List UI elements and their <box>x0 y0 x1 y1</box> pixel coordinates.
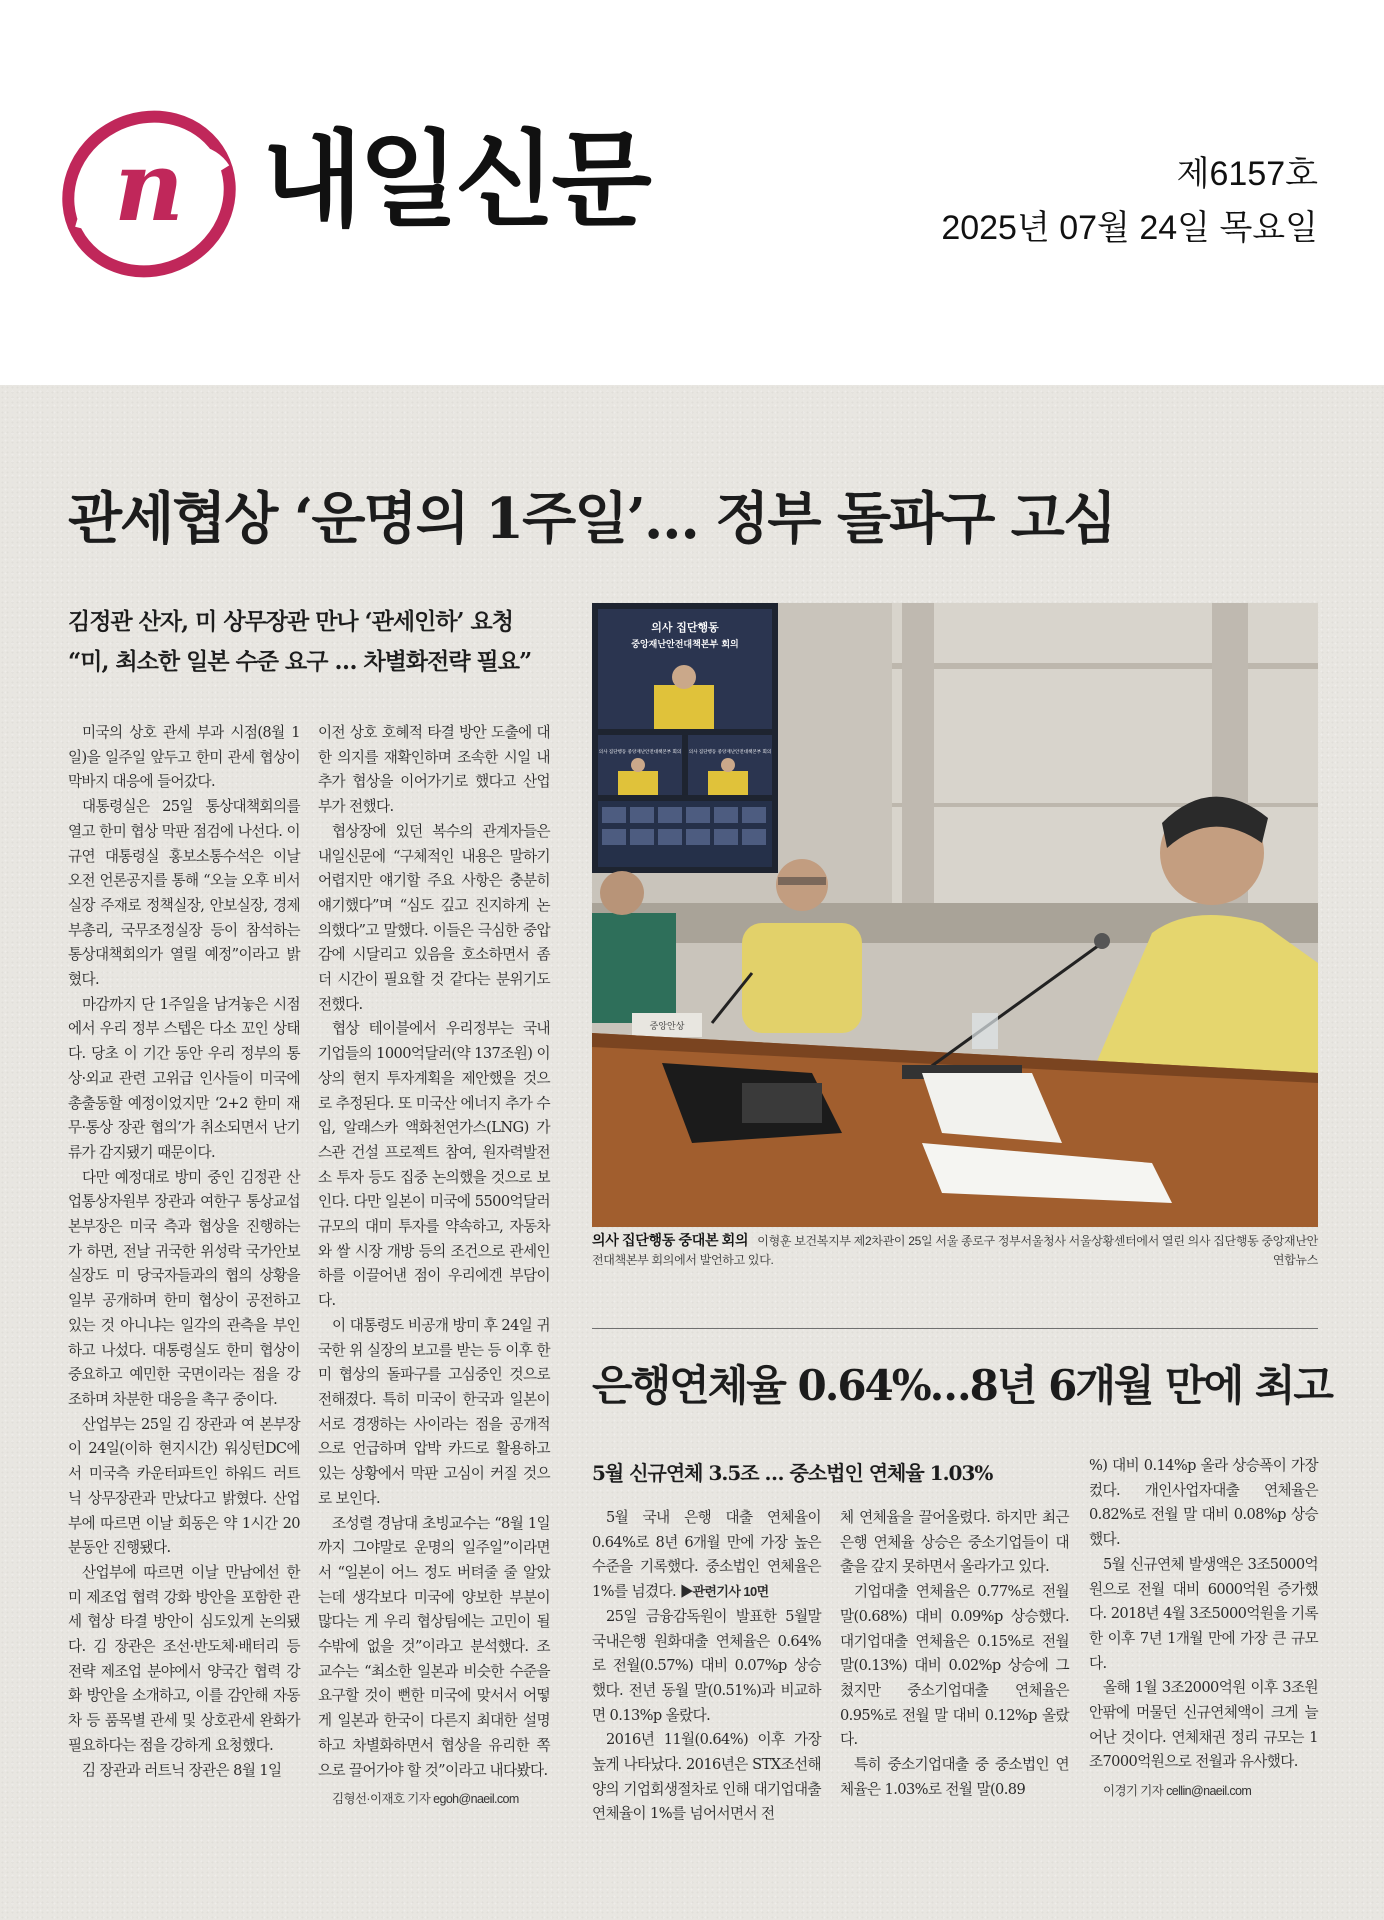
screen-title-1: 의사 집단행동 <box>651 621 719 634</box>
paragraph: 협상장에 있던 복수의 관계자들은 내일신문에 “구체적인 내용은 말하기 어렵지만 얘기할 주요 사항은 충분히 얘기했다”며 “심도 깊고 진지하게 논의했다”고 말했다. 이들은 극심한 중압감에 시달리고 있음을 호소하면서 좀더 시간이 필요할 것 같다는 분위기도 전했다. <box>318 822 550 1013</box>
screen-panel-label-a: 의사 집단행동 중앙재난안전대책본부 회의 <box>598 750 682 755</box>
related-article-link[interactable]: ▶관련기사 10면 <box>680 1584 769 1600</box>
bank-byline: 이경기 기자 cellin@naeil.com <box>1103 1784 1252 1799</box>
newspaper-name: 내일신문 <box>262 119 648 241</box>
paragraph: 특히 중소기업대출 중 중소법인 연체율은 1.03%로 전월 말(0.89 <box>840 1756 1069 1798</box>
paragraph: 체 연체율을 끌어올렸다. 하지만 최근 은행 연체율 상승은 중소기업들이 대출을 갚지 못하면서 올라가고 있다. <box>840 1509 1069 1576</box>
logo-mark-letter: n <box>114 130 184 243</box>
paragraph: 마감까지 단 1주일을 남겨놓은 시점에서 우리 정부 스텝은 다소 꼬인 상태다. 당초 이 기간 동안 우리 정부의 통상·외교 관련 고위급 인사들이 미국에 총출동할 예정이었지만 ‘2+2 한미 재무·통상 장관 협의’가 취소되면서 난기류가 감지됐기 때문이다. <box>68 995 300 1161</box>
paragraph: 25일 금융감독원이 발표한 5월말 국내은행 원화대출 연체율은 0.64%로 전월(0.57%) 대비 0.07%p 상승했다. 전년 동월 말(0.51%)과 비교하면 0.13%p 올랐다. <box>592 1607 821 1724</box>
main-article-column-1 <box>68 721 300 1783</box>
screen-panel-label-b: 의사 집단행동 중앙재난안전대책본부 회의 <box>688 750 772 755</box>
screen-title-2: 중앙재난안전대책본부 회의 <box>631 640 739 650</box>
paragraph: 미국의 상호 관세 부과 시점(8월 1일)을 일주일 앞두고 한미 관세 협상이 막바지 대응에 들어갔다. <box>68 724 300 791</box>
masthead <box>0 0 1384 385</box>
issue-date: 2025년 07월 24일 목요일 <box>941 209 1318 247</box>
main-byline: 김형선·이재호 기자 egoh@naeil.com <box>332 1792 519 1807</box>
paragraph: 김 장관과 러트닉 장관은 8월 1일 <box>82 1761 282 1779</box>
paragraph: 대통령실은 25일 통상대책회의를 열고 한미 협상 막판 점검에 나선다. 이규연 대통령실 홍보소통수석은 이날 오전 언론공지를 통해 “오늘 오후 비서실장 주재로 정책실장, 안보실장, 경제부총리, 국무조정실장 등이 참석하는 통상대책회의가 열릴 예정”이라고 밝혔다. <box>68 798 300 989</box>
main-subheadline-1: 김정관 산자, 미 상무장관 만나 ‘관세인하’ 요청 <box>68 608 513 635</box>
main-subheadline-2: “미, 최소한 일본 수준 요구 … 차별화전략 필요” <box>68 648 532 675</box>
section-divider <box>592 1328 1318 1329</box>
photo-caption <box>592 1231 1318 1270</box>
main-headline: 관세협상 ‘운명의 1주일’… 정부 돌파구 고심 <box>68 486 1115 552</box>
paragraph: 올해 1월 3조2000억원 이후 3조원 안팎에 머물던 신규연체액이 크게 늘어난 것이다. 연체채권 정리 규모는 1조7000억원으로 전월과 유사했다. <box>1089 1679 1318 1771</box>
photo-caption-title: 의사 집단행동 중대본 회의 <box>592 1232 749 1248</box>
photo-caption-text: 이형훈 보건복지부 제2차관이 25일 서울 종로구 정부서울청사 서울상황센터에서 열린 의사 집단행동 중앙재난안전대책본부 회의에서 발언하고 있다. <box>592 1234 1318 1267</box>
paragraph: 협상 테이블에서 우리정부는 국내 기업들의 1000억달러(약 137조원) 이상의 현지 투자계획을 제안했을 것으로 추정된다. 또 미국산 에너지 추가 수입, 알래스카 액화천연가스(LNG) 가스관 건설 프로젝트 참여, 원자력발전소 투자 등도 집중 논의했을 것으로 보인다. 다만 일본이 미국에 5500억달러 규모의 대미 투자를 약속하고, 자동차와 쌀 시장 개방 등의 조건으로 관세인하를 이끌어낸 점이 우리에겐 부담이다. <box>318 1020 550 1310</box>
bank-headline: 은행연체율 0.64%…8년 6개월 만에 최고 <box>592 1361 1333 1410</box>
paragraph: 산업부에 따르면 이날 만남에선 한미 제조업 협력 강화 방안을 포함한 관세 협상 타결 방안이 심도있게 논의됐다. 김 장관은 조선·반도체·배터리 등 전략 제조업 분야에서 양국간 협력 강화 방안을 소개하고, 이를 감안해 자동차 등 품목별 관세 및 상호관세 완화가 필요하다는 점을 강하게 요청했다. <box>68 1563 300 1754</box>
newspaper-logo-icon <box>60 108 238 280</box>
paragraph-text: 5월 국내 은행 대출 연체율이 0.64%로 8년 6개월 만에 가장 높은 수준을 기록했다. 중소법인 연체율은 1%를 넘겼다. <box>592 1509 821 1601</box>
news-photo <box>592 603 1318 1227</box>
paragraph <box>592 1506 821 1605</box>
front-page <box>0 385 1384 1920</box>
paragraph: 다만 예정대로 방미 중인 김정관 산업통상자원부 장관과 여한구 통상교섭본부장은 미국 측과 협상을 진행하는가 하면, 전날 귀국한 위성락 국가안보실장도 미 당국자들과의 협의 상황을 일부 공개하며 한미 협상이 공전하고 있는 것 아니냐는 일각의 관측을 부인하고 나섰다. 대통령실도 한미 협상이 중요하고 예민한 국면이라는 점을 강조하며 차분한 대응을 촉구 중이다. <box>68 1168 300 1408</box>
bank-subheadline: 5월 신규연체 3.5조 … 중소법인 연체율 1.03% <box>592 1461 993 1485</box>
paragraph: 이 대통령도 비공개 방미 후 24일 귀국한 위 실장의 보고를 받는 등 이후 한미 협상의 돌파구를 고심중인 것으로 전해졌다. 특히 미국이 한국과 일본이 서로 경쟁하는 사이라는 점을 공개적으로 언급하며 압박 카드로 활용하고 있는 상황에서 막판 고심이 커질 것으로 보인다. <box>318 1316 550 1507</box>
paragraph: 산업부는 25일 김 장관과 여 본부장이 24일(이하 현지시간) 워싱턴DC에서 미국측 카운터파트인 하워드 러트닉 상무장관과 만났다고 밝혔다. 산업부에 따르면 이날 회동은 약 1시간 20분동안 진행됐다. <box>68 1415 300 1557</box>
bank-article-column-2 <box>840 1506 1069 1802</box>
meeting-photo-illustration <box>592 603 1318 1227</box>
paragraph: 조성렬 경남대 초빙교수는 “8월 1일까지 그야말로 운명의 일주일”이라면서 “일본이 어느 정도 버텨줄 줄 알았는데 생각보다 미국에 양보한 부분이 많다는 게 우리 협상팀에는 고민이 될 수밖에 없을 것”이라고 분석했다. 조 교수는 “최소한 일본과 비슷한 수준을 요구할 것이 뻔한 미국에 맞서서 어떻게 일본과 한국이 다른지 최대한 설명하고 차별화하면서 협상을 유리한 쪽으로 끌어가야 할 것”이라고 내다봤다. <box>318 1514 550 1779</box>
photo-credit: 연합뉴스 <box>1272 1253 1318 1267</box>
photo-nameplate: 중앙안상 <box>649 1022 685 1032</box>
paragraph: 2016년 11월(0.64%) 이후 가장 높게 나타났다. 2016년은 STX조선해양의 기업회생절차로 인해 대기업대출 연체율이 1%를 넘어서면서 전 <box>592 1731 821 1823</box>
bank-article-column-3 <box>1089 1454 1318 1804</box>
main-article-column-2 <box>318 721 550 1812</box>
paragraph: 기업대출 연체율은 0.77%로 전월 말(0.68%) 대비 0.09%p 상승했다. 대기업대출 연체율은 0.15%로 전월 말(0.13%) 대비 0.02%p 상승에 그쳤지만 중소기업대출 연체율은 0.95%로 전월 말 대비 0.12%p 올랐다. <box>840 1583 1069 1749</box>
paragraph: %) 대비 0.14%p 올라 상승폭이 가장 컸다. 개인사업자대출 연체율은 0.82%로 전월 말 대비 0.08%p 상승했다. <box>1089 1457 1318 1549</box>
paragraph: 5월 신규연체 발생액은 3조5000억원으로 전월 대비 6000억원 증가했다. 2018년 4월 3조5000억원을 기록한 이후 7년 1개월 만에 가장 큰 규모다. <box>1089 1555 1318 1672</box>
bank-article-column-1 <box>592 1506 821 1827</box>
issue-number: 제6157호 <box>1176 155 1318 193</box>
paragraph: 이전 상호 호혜적 타결 방안 도출에 대한 의지를 재확인하며 조속한 시일 내 추가 협상을 이어가기로 했다고 산업부가 전했다. <box>318 724 550 816</box>
